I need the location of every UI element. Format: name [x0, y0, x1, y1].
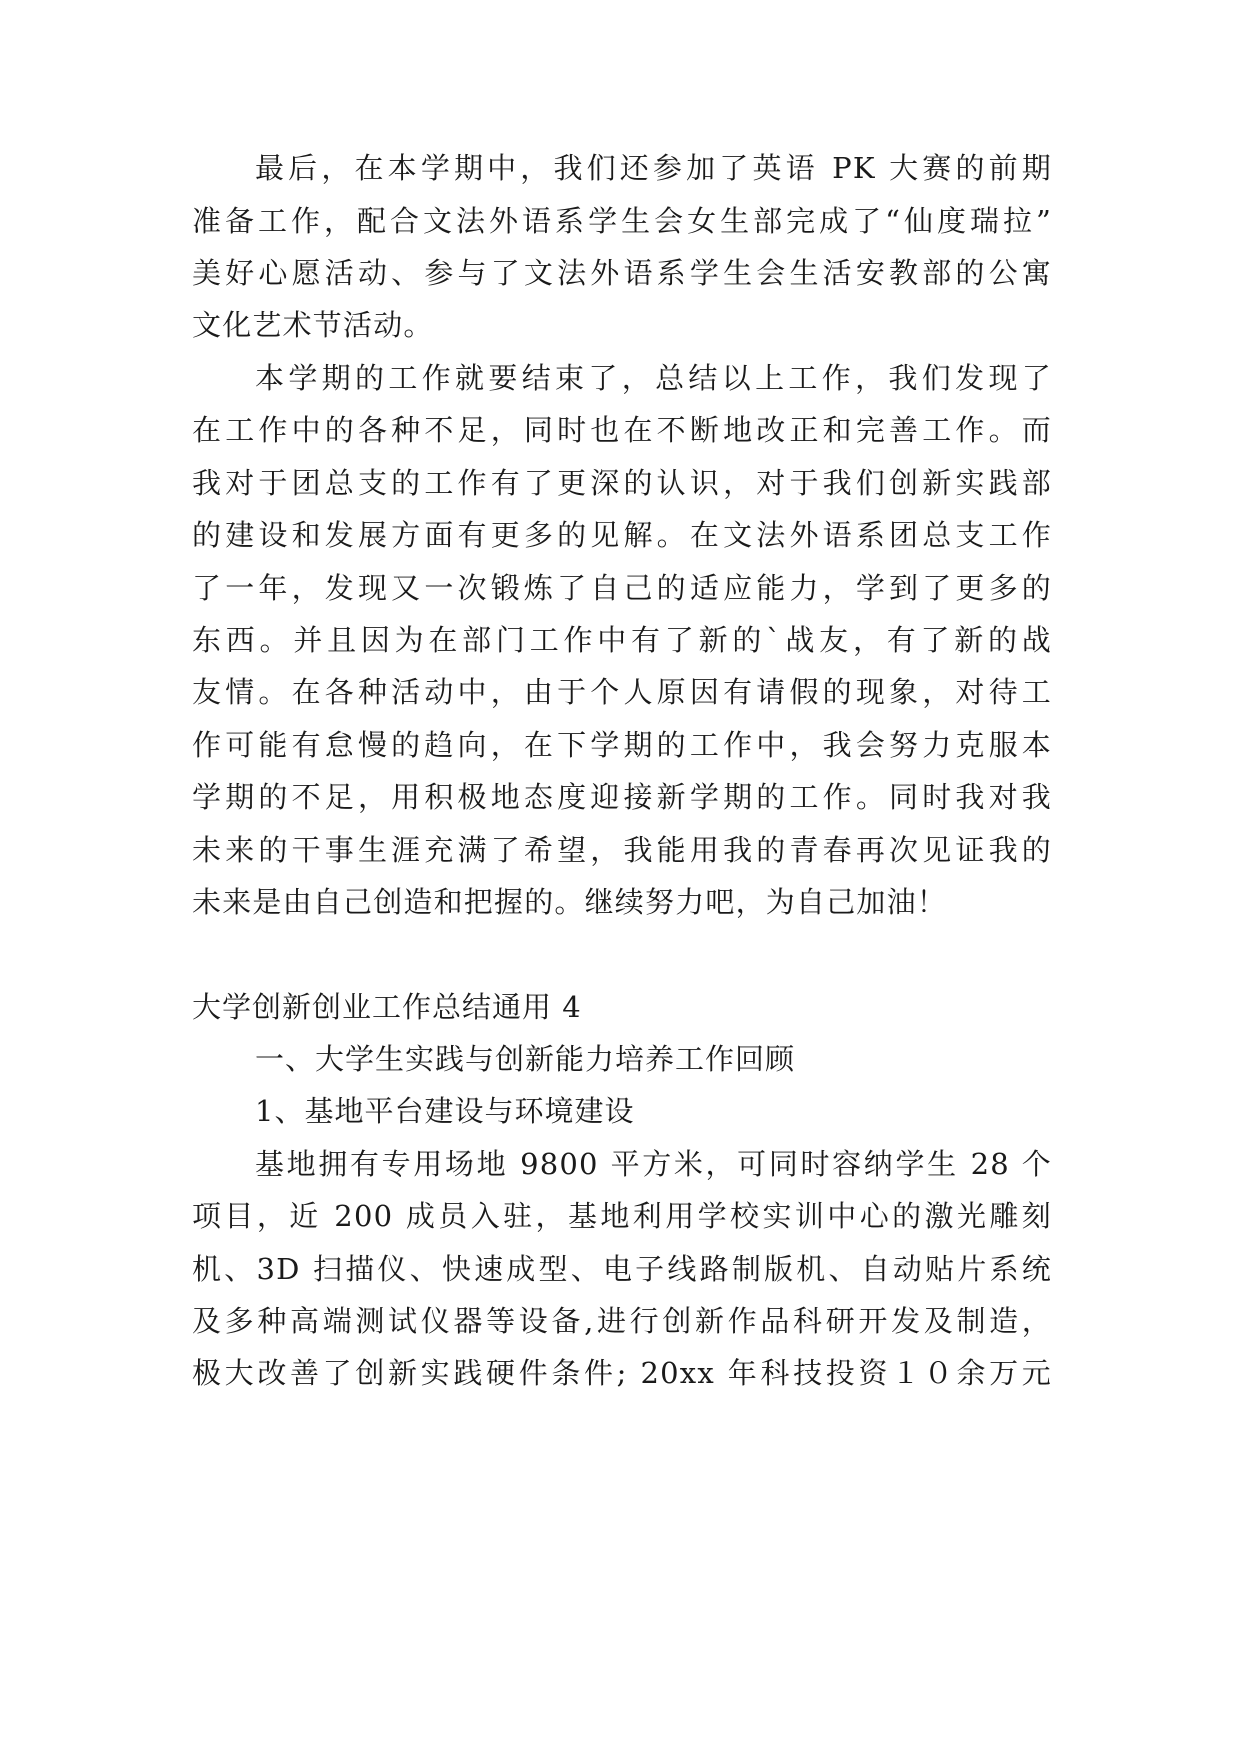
paragraph-2-line-9: 学期的不足，用积极地态度迎接新学期的工作。同时我对我	[192, 780, 1052, 814]
paragraph-2-line-3: 我对于团总支的工作有了更深的认识，对于我们创新实践部	[192, 466, 1052, 500]
subheading-1: 一、大学生实践与创新能力培养工作回顾	[255, 1042, 796, 1076]
paragraph-2-line-10: 未来的干事生涯充满了希望，我能用我的青春再次见证我的	[192, 833, 1052, 867]
paragraph-1-line-4: 文化艺术节活动。	[192, 308, 434, 342]
paragraph-3-line-5: 极大改善了创新实践硬件条件; 20xx 年科技投资１０余万元	[192, 1356, 1052, 1390]
paragraph-2-line-8: 作可能有怠慢的趋向，在下学期的工作中，我会努力克服本	[192, 728, 1052, 762]
paragraph-3-line-4: 及多种高端测试仪器等设备,进行创新作品科研开发及制造，	[192, 1304, 1052, 1338]
section-title: 大学创新创业工作总结通用 4	[192, 990, 582, 1024]
paragraph-2-line-11: 未来是由自己创造和把握的。继续努力吧，为自己加油！	[192, 885, 948, 919]
paragraph-2-line-6: 东西。并且因为在部门工作中有了新的`战友，有了新的战	[192, 623, 1052, 657]
subheading-2: 1、基地平台建设与环境建设	[255, 1094, 635, 1128]
paragraph-3-line-3: 机、3D 扫描仪、快速成型、电子线路制版机、自动贴片系统	[192, 1252, 1052, 1286]
paragraph-1-line-2: 准备工作，配合文法外语系学生会女生部完成了“仙度瑞拉”	[192, 204, 1052, 238]
paragraph-1-line-3: 美好心愿活动、参与了文法外语系学生会生活安教部的公寓	[192, 256, 1052, 290]
paragraph-2-line-1: 本学期的工作就要结束了，总结以上工作，我们发现了	[255, 361, 1052, 395]
paragraph-3-line-2: 项目，近 200 成员入驻，基地利用学校实训中心的激光雕刻	[192, 1199, 1052, 1233]
paragraph-3-line-1: 基地拥有专用场地 9800 平方米，可同时容纳学生 28 个	[255, 1147, 1052, 1181]
paragraph-2-line-4: 的建设和发展方面有更多的见解。在文法外语系团总支工作	[192, 518, 1052, 552]
paragraph-2-line-7: 友情。在各种活动中，由于个人原因有请假的现象，对待工	[192, 675, 1052, 709]
paragraph-1-line-1: 最后，在本学期中，我们还参加了英语 PK 大赛的前期	[255, 151, 1052, 185]
paragraph-2-line-5: 了一年，发现又一次锻炼了自己的适应能力，学到了更多的	[192, 571, 1052, 605]
paragraph-2-line-2: 在工作中的各种不足，同时也在不断地改正和完善工作。而	[192, 413, 1052, 447]
